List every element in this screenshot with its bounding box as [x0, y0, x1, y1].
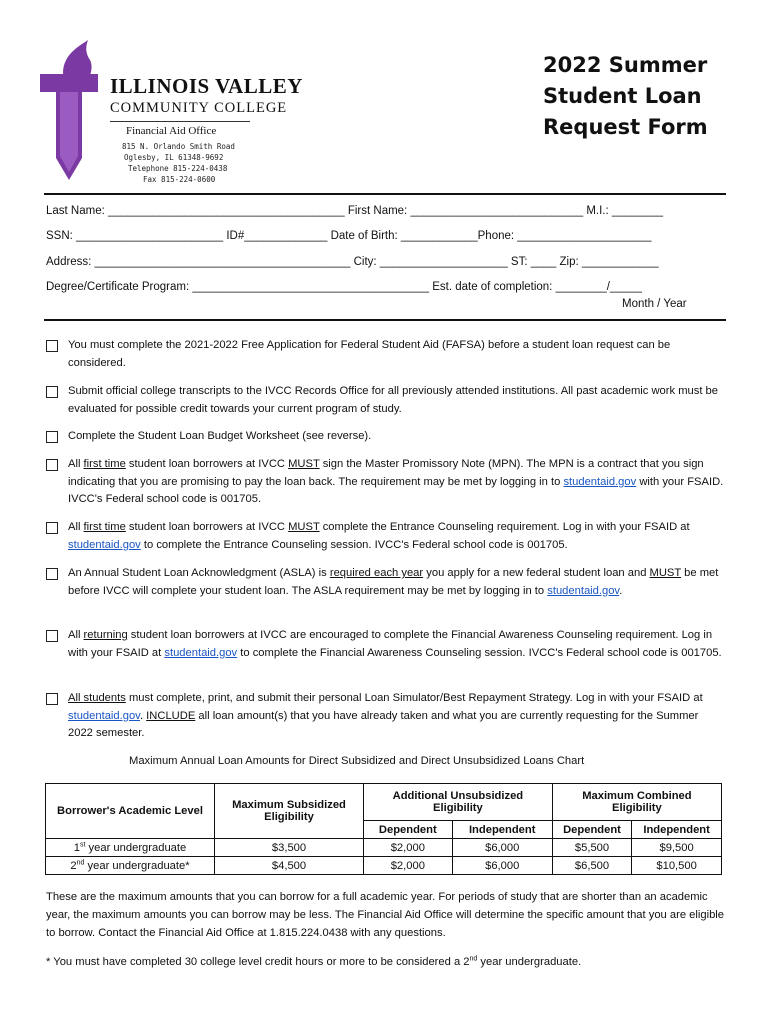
checklist-text: All returning student loan borrowers at IVCC are encouraged to complete the Financial Awareness Counseling requirement. Log in with your FSAID at studentaid.gov to complete the Financial Awareness Counseling session. IVCC's Federal school code is 001705. [68, 629, 722, 659]
checkbox[interactable] [46, 568, 58, 580]
studentaid-link[interactable]: studentaid.gov [563, 475, 637, 488]
address-line-4: Fax 815-224-0600 [143, 175, 216, 184]
form-title [543, 50, 708, 143]
loan-limits-table [45, 783, 722, 875]
header-unsub-dependent: Dependent [364, 821, 453, 839]
table-row [46, 839, 722, 857]
ivcc-logo-icon [38, 40, 100, 180]
header-unsub-independent: Independent [452, 821, 552, 839]
form-title-line-2: Student Loan [543, 84, 702, 108]
office-name: Financial Aid Office [126, 125, 217, 137]
checkbox[interactable] [46, 340, 58, 352]
unsub-independent-cell: $6,000 [452, 839, 552, 857]
academic-level-cell: 1st year undergraduate [46, 839, 215, 857]
subsidized-cell: $4,500 [215, 857, 364, 875]
unsub-independent-cell: $6,000 [452, 857, 552, 875]
checkbox[interactable] [46, 630, 58, 642]
checkbox[interactable] [46, 522, 58, 534]
checkbox[interactable] [46, 386, 58, 398]
studentaid-link[interactable]: studentaid.gov [68, 538, 141, 551]
checklist-item-entrance-counseling [46, 519, 726, 554]
month-year-hint: Month / Year [622, 298, 687, 310]
checklist-item-financial-awareness [46, 627, 726, 662]
address-line-2: Oglesby, IL 61348-9692 [124, 153, 224, 162]
form-title-line-3: Request Form [543, 115, 708, 139]
program-row[interactable]: Degree/Certificate Program: _____________________________________ Est. date of completion: ________/_____ [46, 281, 642, 293]
header-divider [44, 193, 726, 195]
address-line-1: 815 N. Orlando Smith Road [122, 142, 235, 151]
checklist-item-loan-simulator [46, 690, 726, 743]
college-name-line1: ILLINOIS VALLEY [110, 74, 303, 98]
fields-divider [44, 319, 726, 321]
checkbox[interactable] [46, 459, 58, 471]
studentaid-link[interactable]: studentaid.gov [68, 709, 140, 722]
checklist-text: Submit official college transcripts to the IVCC Records Office for all previously attended institutions. All past academic work must be evaluated for possible credit towards your current program of study. [68, 385, 718, 415]
header-max-combined: Maximum Combined Eligibility [552, 784, 721, 821]
checkbox[interactable] [46, 693, 58, 705]
checklist-item-asla [46, 565, 726, 600]
header-max-subsidized: Maximum Subsidized Eligibility [215, 784, 364, 839]
loan-chart-title: Maximum Annual Loan Amounts for Direct Subsidized and Direct Unsubsidized Loans Chart [129, 755, 585, 767]
checklist-item-transcripts [46, 383, 726, 418]
studentaid-link[interactable]: studentaid.gov [547, 584, 620, 597]
academic-level-cell: 2nd year undergraduate* [46, 857, 215, 875]
comb-independent-cell: $9,500 [632, 839, 722, 857]
comb-independent-cell: $10,500 [632, 857, 722, 875]
checklist-item-fafsa [46, 337, 726, 372]
comb-dependent-cell: $5,500 [552, 839, 631, 857]
ssn-id-dob-phone-row[interactable]: SSN: _______________________ ID#_____________ Date of Birth: ____________Phone: _____________________ [46, 230, 652, 242]
footnote: * You must have completed 30 college level credit hours or more to be considered a 2nd year undergraduate. [46, 955, 582, 968]
checklist-text: All first time student loan borrowers at IVCC MUST complete the Entrance Counseling requirement. Log in with your FSAID at studentaid.gov to complete the Entrance Counseling session. IVCC's Federal school code is 001705. [68, 521, 690, 551]
header-comb-independent: Independent [632, 821, 722, 839]
table-row [46, 857, 722, 875]
comb-dependent-cell: $6,500 [552, 857, 631, 875]
header-rule [110, 121, 250, 122]
address-row[interactable]: Address: ________________________________________ City: ____________________ ST: ____ Zip: ____________ [46, 256, 659, 268]
checklist-text: All first time student loan borrowers at IVCC MUST sign the Master Promissory Note (MPN). The MPN is a contract that you sign indicating that you are promising to pay the loan back. The requirement may be met by logging in to studentaid.gov with your FSAID. IVCC's Federal school code is 001705. [68, 458, 724, 505]
address-line-3: Telephone 815-224-0438 [128, 164, 228, 173]
checklist-text: An Annual Student Loan Acknowledgment (ASLA) is required each year you apply for a new federal student loan and MUST be met before IVCC will complete your student loan. The ASLA requirement may be met by logging in to studentaid.gov. [68, 567, 719, 597]
max-amounts-paragraph: These are the maximum amounts that you can borrow for a full academic year. For periods of study that are shorter than an academic year, the maximum amounts you can borrow may be less. The Financial Aid Office will determine the specific amount that you are eligible to borrow. Contact the Financial Aid Office at 1.815.224.0438 with any questions. [46, 891, 724, 939]
name-fields-row[interactable]: Last Name: _____________________________________ First Name: ___________________________ M.I.: ________ [46, 205, 664, 217]
checklist-text: All students must complete, print, and submit their personal Loan Simulator/Best Repayment Strategy. Log in with your FSAID at studentaid.gov. INCLUDE all loan amount(s) that you have already taken and what you are currently requesting for the Summer 2022 semester. [68, 692, 703, 739]
form-title-line-1: 2022 Summer [543, 53, 708, 77]
checklist-item-budget [46, 428, 726, 446]
unsub-dependent-cell: $2,000 [364, 839, 453, 857]
unsub-dependent-cell: $2,000 [364, 857, 453, 875]
subsidized-cell: $3,500 [215, 839, 364, 857]
checklist-text: You must complete the 2021-2022 Free Application for Federal Student Aid (FAFSA) before a student loan request can be considered. [68, 339, 671, 369]
college-name-line2: COMMUNITY COLLEGE [110, 100, 288, 116]
checklist-text: Complete the Student Loan Budget Worksheet (see reverse). [68, 430, 372, 442]
header-additional-unsubsidized: Additional Unsubsidized Eligibility [364, 784, 553, 821]
studentaid-link[interactable]: studentaid.gov [164, 646, 238, 659]
checklist-item-mpn [46, 456, 726, 509]
header-comb-dependent: Dependent [552, 821, 631, 839]
checkbox[interactable] [46, 431, 58, 443]
header-academic-level: Borrower's Academic Level [46, 784, 215, 839]
